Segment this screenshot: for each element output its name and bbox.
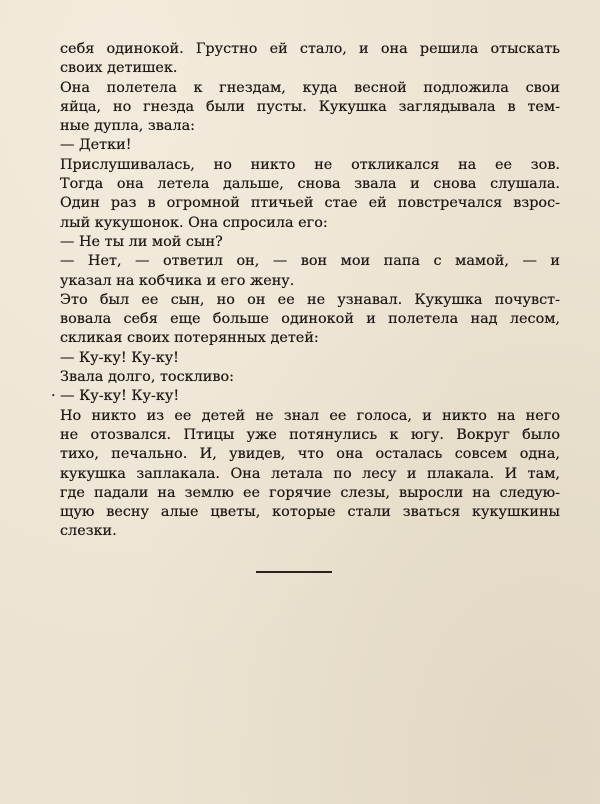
- story-text: [51, 40, 560, 542]
- dialog-line: — Ку-ку! Ку-ку!: [60, 349, 179, 366]
- text-line: вовала себя еще больше одинокой и полетела над лесом,: [60, 311, 560, 328]
- text-line: где падали на землю ее горячие слезы, выросли на следую-: [60, 484, 560, 501]
- text-line: Звала долго, тоскливо:: [60, 369, 234, 386]
- text-line: кукушка заплакала. Она летала по лесу и плакала. И там,: [60, 465, 560, 482]
- text-line: себя одинокой. Грустно ей стало, и она решила отыскать: [60, 41, 560, 57]
- text-line: скликая своих потерянных детей:: [60, 330, 319, 347]
- text-line: не отозвался. Птицы уже потянулись к югу. Вокруг было: [60, 426, 560, 443]
- text-line: Это был ее сын, но он ее не узнавал. Кукушка почувст-: [60, 291, 560, 308]
- dialog-line: — Нет, — ответил он, — вон мои папа с мамой, — и: [60, 253, 560, 270]
- text-line: тихо, печально. И, увидев, что она осталась совсем одна,: [60, 446, 560, 463]
- text-line: щую весну алые цветы, которые стали зваться кукушкины: [60, 504, 560, 521]
- text-line: лый кукушонок. Она спросила его:: [60, 214, 328, 231]
- text-line: слезки.: [60, 523, 117, 540]
- text-line: яйца, но гнезда были пусты. Кукушка заглядывала в тем-: [60, 98, 560, 115]
- text-line: Но никто из ее детей не знал ее голоса, и никто на него: [60, 407, 560, 424]
- text-line: Она полетела к гнездам, куда весной подложила свои: [60, 79, 560, 96]
- text-line: Тогда она летела дальше, снова звала и снова слушала.: [60, 176, 560, 193]
- dialog-line: · — Ку-ку! Ку-ку!: [51, 388, 180, 405]
- text-line: своих детишек.: [60, 60, 178, 77]
- text-line: указал на кобчика и его жену.: [60, 272, 295, 289]
- text-line: ные дупла, звала:: [60, 118, 196, 135]
- dialog-line: — Не ты ли мой сын?: [60, 233, 223, 250]
- text-line: Один раз в огромной птичьей стае ей повстречался взрос-: [60, 195, 560, 212]
- dialog-line: — Детки!: [60, 137, 132, 154]
- section-end-rule: [256, 571, 332, 573]
- text-line: Прислушивалась, но никто не откликался на ее зов.: [60, 156, 560, 173]
